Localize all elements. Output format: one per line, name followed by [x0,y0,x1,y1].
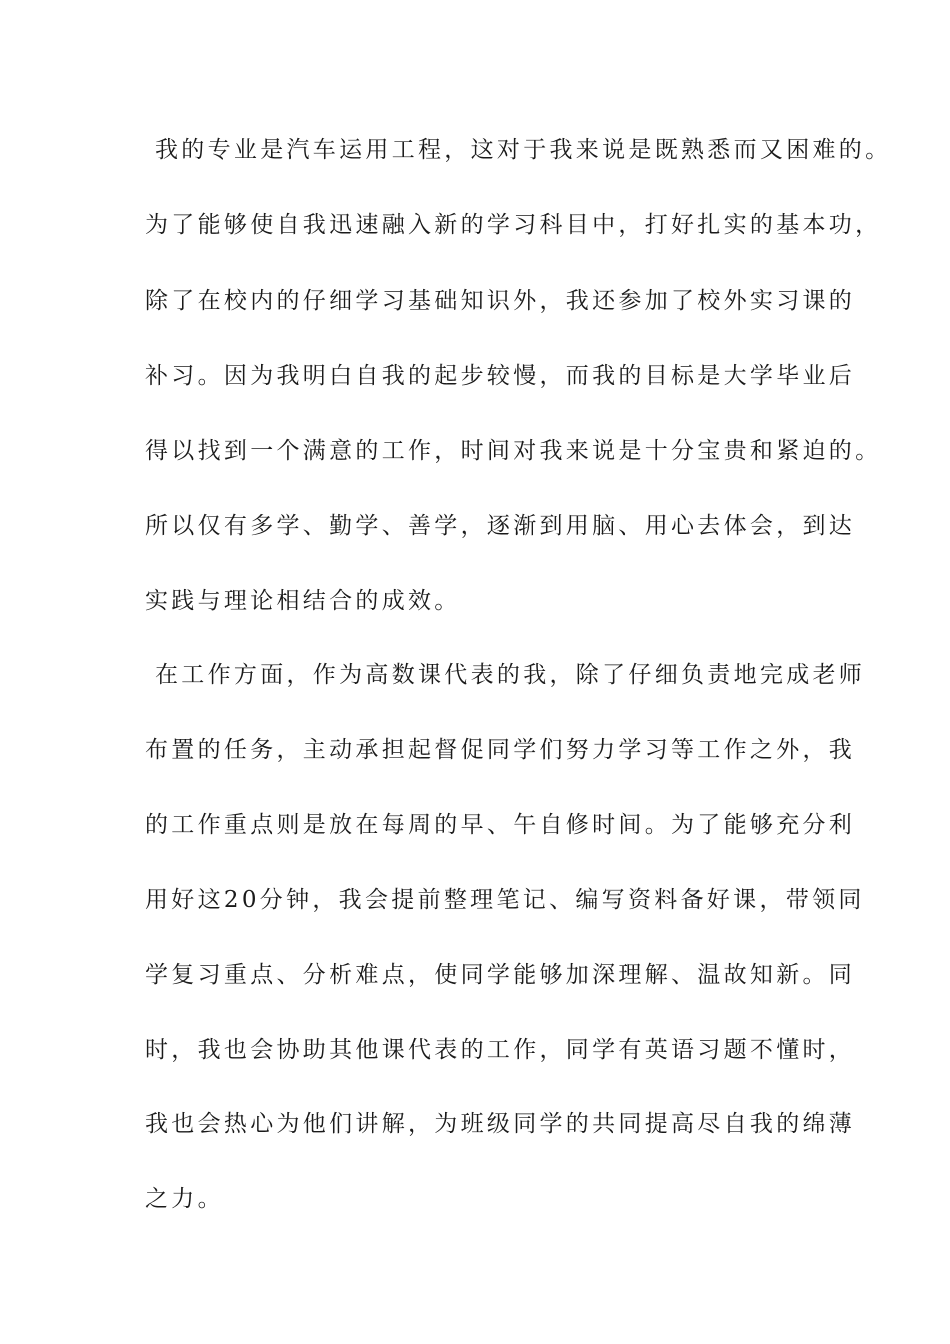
paragraph-1-line-2: 为了能够使自我迅速融入新的学习科目中，打好扎实的基本功， [145,212,882,238]
paragraph-2-line-5: 学复习重点、分析难点，使同学能够加深理解、温故知新。同 [145,962,856,988]
paragraph-1-line-6: 所以仅有多学、勤学、善学，逐渐到用脑、用心去体会，到达 [145,513,856,539]
paragraph-2-line-2: 布置的任务，主动承担起督促同学们努力学习等工作之外，我 [145,737,856,763]
paragraph-1-line-4: 补习。因为我明白自我的起步较慢，而我的目标是大学毕业后 [145,363,856,389]
paragraph-1-line-7: 实践与理论相结合的成效。 [145,588,461,614]
paragraph-2-line-4: 用好这20分钟，我会提前整理笔记、编写资料备好课，带领同 [145,887,865,913]
paragraph-1-line-5: 得以找到一个满意的工作，时间对我来说是十分宝贵和紧迫的。 [145,438,882,464]
paragraph-2-line-6: 时，我也会协助其他课代表的工作，同学有英语习题不懂时， [145,1037,856,1063]
paragraph-2-line-3: 的工作重点则是放在每周的早、午自修时间。为了能够充分利 [145,812,856,838]
paragraph-1-line-1: 我的专业是汽车运用工程，这对于我来说是既熟悉而又困难的。 [155,137,892,163]
paragraph-1-line-3: 除了在校内的仔细学习基础知识外，我还参加了校外实习课的 [145,288,856,314]
paragraph-2-line-7: 我也会热心为他们讲解，为班级同学的共同提高尽自我的绵薄 [145,1111,856,1137]
paragraph-2-line-1: 在工作方面，作为高数课代表的我，除了仔细负责地完成老师 [155,662,866,688]
paragraph-2-line-8: 之力。 [145,1186,224,1212]
